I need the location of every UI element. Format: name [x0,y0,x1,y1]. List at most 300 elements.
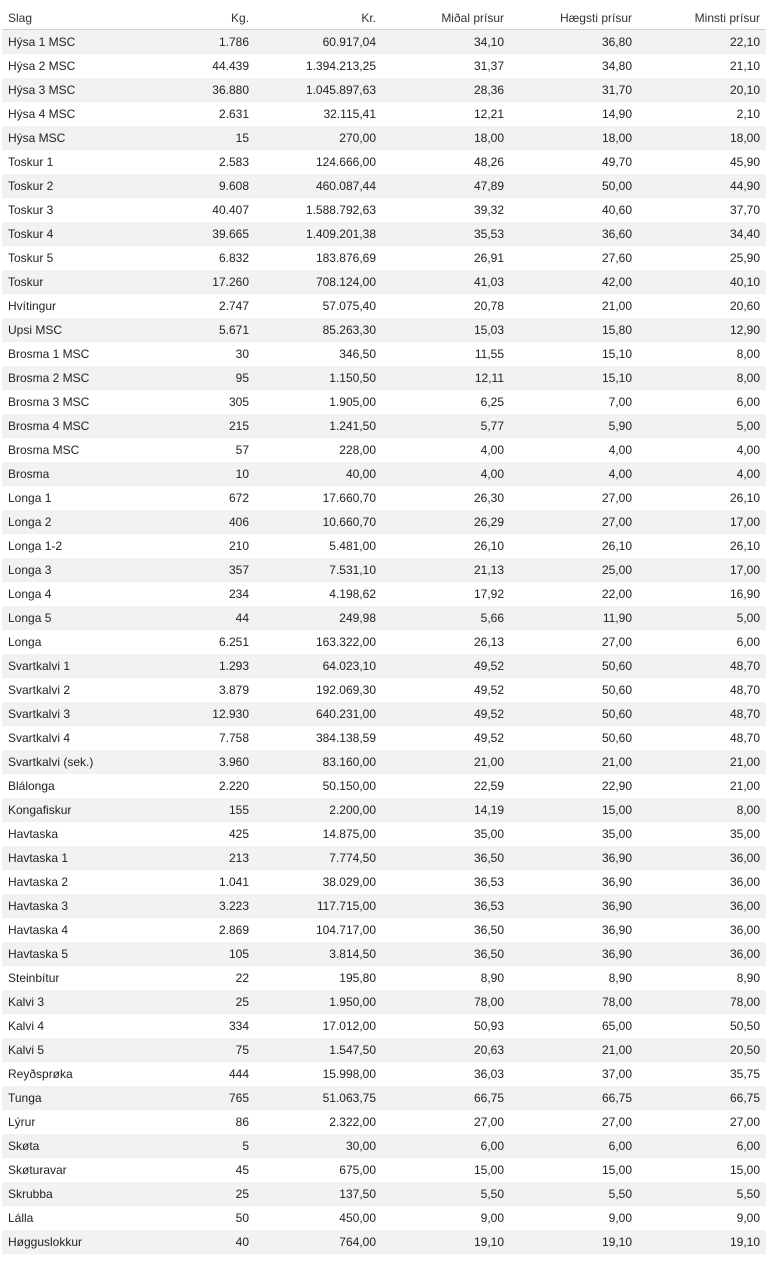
cell-average-price: 26,91 [473,251,504,265]
column-header-kg: Kg. [128,6,255,30]
cell-average-price: 66,75 [473,1091,504,1105]
cell-lowest-price: 8,00 [736,347,760,361]
table-row [2,678,766,702]
table-row [2,990,766,1014]
cell-kr: 7.774,50 [329,851,376,865]
table-row [2,198,766,222]
cell-kr: 1.547,50 [329,1043,376,1057]
cell-kg: 305 [228,395,249,409]
cell-species: Brosma MSC [8,443,80,457]
cell-average-price: 36,03 [473,1067,504,1081]
cell-lowest-price: 35,75 [729,1067,760,1081]
cell-highest-price: 15,80 [601,323,632,337]
cell-kg: 2.631 [218,107,249,121]
cell-lowest-price: 21,10 [729,59,760,73]
cell-kg: 672 [228,491,249,505]
table-row [2,510,766,534]
table-row [2,126,766,150]
cell-kr: 124.666,00 [315,155,376,169]
table-row [2,870,766,894]
cell-species: Hýsa MSC [8,131,66,145]
cell-species: Kalvi 4 [8,1019,45,1033]
table-row [2,102,766,126]
cell-species: Havtaska 5 [8,947,69,961]
cell-kg: 2.583 [218,155,249,169]
cell-average-price: 35,53 [473,227,504,241]
cell-lowest-price: 8,90 [736,971,760,985]
cell-highest-price: 50,60 [601,707,632,721]
cell-species: Longa 4 [8,587,52,601]
cell-average-price: 5,66 [480,611,504,625]
cell-lowest-price: 36,00 [729,851,760,865]
cell-average-price: 17,92 [473,587,504,601]
cell-kg: 6.832 [218,251,249,265]
cell-species: Svartkalvi 4 [8,731,71,745]
cell-highest-price: 18,00 [601,131,632,145]
cell-lowest-price: 35,00 [729,827,760,841]
cell-kg: 44 [235,611,249,625]
cell-species: Lálla [8,1211,34,1225]
cell-kr: 137,50 [339,1187,376,1201]
cell-lowest-price: 48,70 [729,683,760,697]
cell-lowest-price: 21,00 [729,779,760,793]
cell-highest-price: 21,00 [601,755,632,769]
cell-species: Toskur 3 [8,203,54,217]
cell-average-price: 49,52 [473,659,504,673]
cell-highest-price: 22,00 [601,587,632,601]
cell-average-price: 8,90 [480,971,504,985]
cell-kg: 425 [228,827,249,841]
cell-highest-price: 5,90 [608,419,632,433]
cell-species: Longa 5 [8,611,52,625]
cell-kr: 117.715,00 [316,899,376,913]
cell-lowest-price: 6,00 [736,635,760,649]
cell-lowest-price: 9,00 [736,1211,760,1225]
cell-lowest-price: 26,10 [729,491,760,505]
cell-average-price: 9,00 [480,1211,504,1225]
cell-highest-price: 31,70 [601,83,632,97]
column-header-average-price: Miðal prísur [382,6,510,30]
cell-kg: 357 [228,563,249,577]
table-row [2,582,766,606]
cell-highest-price: 15,00 [601,1163,632,1177]
cell-highest-price: 37,00 [601,1067,632,1081]
cell-average-price: 49,52 [473,707,504,721]
cell-species: Longa 3 [8,563,52,577]
cell-average-price: 4,00 [480,443,504,457]
cell-kr: 2.322,00 [329,1115,376,1129]
table-row [2,1014,766,1038]
cell-kr: 3.814,50 [329,947,376,961]
cell-kg: 2.747 [218,299,249,313]
cell-lowest-price: 27,00 [729,1115,760,1129]
cell-kr: 1.394.213,25 [305,59,376,73]
cell-species: Hýsa 1 MSC [8,35,76,49]
cell-average-price: 21,00 [473,755,504,769]
cell-average-price: 18,00 [473,131,504,145]
cell-highest-price: 27,00 [601,491,632,505]
table-row [2,1182,766,1206]
cell-kg: 444 [228,1067,249,1081]
cell-lowest-price: 8,00 [736,371,760,385]
cell-kr: 30,00 [345,1139,376,1153]
cell-highest-price: 36,80 [601,35,632,49]
cell-species: Hvítingur [8,299,57,313]
cell-lowest-price: 4,00 [736,467,760,481]
cell-kr: 228,00 [339,443,376,457]
table-row [2,438,766,462]
table-row [2,942,766,966]
cell-highest-price: 15,10 [601,371,632,385]
table-row [2,54,766,78]
table-row [2,270,766,294]
cell-lowest-price: 36,00 [729,947,760,961]
cell-species: Svartkalvi 1 [8,659,71,673]
cell-species: Hýsa 3 MSC [8,83,76,97]
cell-kg: 95 [235,371,249,385]
cell-species: Toskur 5 [8,251,54,265]
cell-average-price: 48,26 [473,155,504,169]
cell-kg: 57 [235,443,249,457]
cell-lowest-price: 20,50 [729,1043,760,1057]
cell-species: Høgguslokkur [8,1235,83,1249]
column-header-species: Slag [2,6,128,30]
cell-highest-price: 50,60 [601,659,632,673]
cell-lowest-price: 50,50 [729,1019,760,1033]
cell-kr: 1.409.201,38 [305,227,376,241]
cell-species: Blálonga [8,779,55,793]
cell-average-price: 4,00 [480,467,504,481]
cell-species: Svartkalvi 2 [8,683,71,697]
cell-lowest-price: 22,10 [729,35,760,49]
cell-species: Kalvi 3 [8,995,45,1009]
cell-kr: 183.876,69 [315,251,376,265]
table-row [2,294,766,318]
cell-kg: 44.439 [212,59,249,73]
table-row [2,150,766,174]
cell-kr: 4.198,62 [329,587,376,601]
cell-kr: 346,50 [339,347,376,361]
cell-highest-price: 65,00 [601,1019,632,1033]
header-row [2,6,766,30]
cell-lowest-price: 48,70 [729,731,760,745]
cell-lowest-price: 48,70 [729,659,760,673]
cell-average-price: 12,11 [474,371,504,385]
cell-lowest-price: 12,90 [729,323,760,337]
cell-highest-price: 8,90 [608,971,632,985]
cell-kr: 2.200,00 [329,803,376,817]
cell-lowest-price: 36,00 [729,899,760,913]
cell-average-price: 47,89 [473,179,504,193]
cell-kr: 1.905,00 [329,395,376,409]
cell-average-price: 41,03 [473,275,504,289]
cell-kr: 50.150,00 [322,779,376,793]
price-table [2,6,766,1254]
cell-kg: 17.260 [212,275,249,289]
cell-kg: 334 [228,1019,249,1033]
table-row [2,750,766,774]
cell-kr: 1.588.792,63 [305,203,376,217]
cell-kr: 450,00 [339,1211,376,1225]
cell-kr: 17.012,00 [322,1019,376,1033]
cell-species: Reyðsprøka [8,1067,73,1081]
cell-kg: 12.930 [212,707,249,721]
cell-average-price: 26,10 [473,539,504,553]
table-row [2,1134,766,1158]
cell-average-price: 34,10 [473,35,504,49]
cell-species: Longa [8,635,42,649]
cell-species: Toskur 1 [8,155,54,169]
cell-lowest-price: 40,10 [729,275,760,289]
cell-lowest-price: 19,10 [729,1235,760,1249]
cell-average-price: 36,50 [473,947,504,961]
cell-species: Steinbítur [8,971,60,985]
cell-kg: 30 [235,347,249,361]
cell-average-price: 5,77 [480,419,504,433]
cell-kg: 210 [228,539,249,553]
cell-species: Lýrur [8,1115,36,1129]
column-header-highest-price: Hægsti prísur [510,6,638,30]
table-row [2,606,766,630]
cell-average-price: 31,37 [473,59,504,73]
table-row [2,1110,766,1134]
cell-average-price: 50,93 [473,1019,504,1033]
cell-highest-price: 36,90 [601,851,632,865]
cell-highest-price: 15,00 [601,803,632,817]
table-row [2,222,766,246]
cell-highest-price: 35,00 [601,827,632,841]
cell-kg: 5.671 [218,323,249,337]
table-row [2,486,766,510]
table-row [2,894,766,918]
cell-highest-price: 50,00 [601,179,632,193]
table-row [2,1158,766,1182]
cell-average-price: 20,78 [473,299,504,313]
cell-kg: 155 [228,803,249,817]
cell-kg: 15 [235,131,249,145]
cell-lowest-price: 48,70 [729,707,760,721]
cell-average-price: 5,50 [480,1187,504,1201]
cell-kr: 163.322,00 [315,635,376,649]
table-row [2,1062,766,1086]
cell-highest-price: 11,90 [602,611,632,625]
cell-highest-price: 40,60 [601,203,632,217]
cell-lowest-price: 26,10 [729,539,760,553]
cell-highest-price: 36,90 [601,899,632,913]
table-row [2,30,766,55]
cell-kg: 6.251 [218,635,249,649]
cell-highest-price: 7,00 [608,395,632,409]
table-row [2,774,766,798]
cell-lowest-price: 17,00 [729,515,760,529]
cell-kg: 1.786 [218,35,249,49]
cell-kr: 1.045.897,63 [305,83,376,97]
table-row [2,78,766,102]
cell-kr: 249,98 [339,611,376,625]
cell-average-price: 36,50 [473,923,504,937]
table-row [2,390,766,414]
cell-highest-price: 22,90 [601,779,632,793]
cell-average-price: 49,52 [473,731,504,745]
cell-kg: 3.223 [218,899,249,913]
cell-kg: 22 [235,971,249,985]
cell-lowest-price: 66,75 [729,1091,760,1105]
cell-kr: 83.160,00 [322,755,376,769]
cell-species: Havtaska 3 [8,899,69,913]
cell-highest-price: 78,00 [601,995,632,1009]
table-row [2,1230,766,1254]
cell-species: Svartkalvi (sek.) [8,755,94,769]
cell-kr: 5.481,00 [329,539,376,553]
cell-kr: 384.138,59 [315,731,376,745]
cell-species: Skøta [8,1139,40,1153]
cell-kr: 40,00 [345,467,376,481]
cell-kr: 104.717,00 [315,923,376,937]
cell-kg: 1.041 [218,875,249,889]
cell-lowest-price: 44,90 [729,179,760,193]
table-row [2,1206,766,1230]
cell-lowest-price: 2,10 [736,107,760,121]
cell-kr: 15.998,00 [322,1067,376,1081]
cell-species: Toskur 2 [8,179,54,193]
cell-kr: 85.263,30 [322,323,376,337]
cell-highest-price: 66,75 [601,1091,632,1105]
cell-lowest-price: 5,00 [736,611,760,625]
cell-kg: 406 [228,515,249,529]
cell-highest-price: 27,00 [601,635,632,649]
cell-kg: 7.758 [218,731,249,745]
cell-species: Skøturavar [8,1163,67,1177]
cell-kg: 50 [235,1211,249,1225]
cell-lowest-price: 6,00 [736,1139,760,1153]
cell-average-price: 35,00 [473,827,504,841]
column-header-lowest-price: Minsti prísur [638,6,766,30]
cell-species: Brosma [8,467,50,481]
cell-highest-price: 9,00 [608,1211,632,1225]
cell-kr: 38.029,00 [322,875,376,889]
cell-kr: 708.124,00 [315,275,376,289]
cell-kg: 25 [235,1187,249,1201]
table-row [2,366,766,390]
cell-kg: 25 [235,995,249,1009]
cell-species: Toskur [8,275,44,289]
cell-kr: 640.231,00 [315,707,376,721]
cell-kr: 32.115,41 [323,107,376,121]
cell-kg: 10 [235,467,249,481]
cell-average-price: 78,00 [473,995,504,1009]
cell-highest-price: 26,10 [601,539,632,553]
cell-kg: 75 [235,1043,249,1057]
cell-average-price: 15,00 [473,1163,504,1177]
table-row [2,966,766,990]
cell-species: Hýsa 4 MSC [8,107,76,121]
table-row [2,558,766,582]
table-row [2,654,766,678]
cell-kg: 2.869 [218,923,249,937]
cell-highest-price: 36,60 [601,227,632,241]
cell-species: Toskur 4 [8,227,54,241]
cell-average-price: 36,53 [473,899,504,913]
cell-kr: 64.023,10 [322,659,376,673]
column-header-kr: Kr. [255,6,382,30]
cell-kr: 270,00 [339,131,376,145]
cell-lowest-price: 5,50 [736,1187,760,1201]
cell-species: Kalvi 5 [8,1043,45,1057]
cell-highest-price: 5,50 [608,1187,632,1201]
cell-kr: 460.087,44 [315,179,376,193]
cell-lowest-price: 37,70 [729,203,760,217]
table-row [2,798,766,822]
cell-kg: 86 [235,1115,249,1129]
cell-species: Brosma 4 MSC [8,419,90,433]
cell-kr: 7.531,10 [329,563,376,577]
cell-average-price: 22,59 [473,779,504,793]
cell-kg: 40.407 [212,203,249,217]
cell-highest-price: 14,90 [601,107,632,121]
cell-kr: 192.069,30 [315,683,376,697]
table-row [2,726,766,750]
table-row [2,534,766,558]
cell-species: Havtaska 1 [8,851,69,865]
table-row [2,462,766,486]
cell-kg: 39.665 [212,227,249,241]
cell-lowest-price: 8,00 [736,803,760,817]
cell-average-price: 6,00 [480,1139,504,1153]
table-row [2,246,766,270]
cell-species: Kongafiskur [8,803,72,817]
cell-highest-price: 25,00 [601,563,632,577]
cell-kg: 40 [235,1235,249,1249]
cell-species: Havtaska [8,827,59,841]
cell-lowest-price: 36,00 [729,923,760,937]
cell-highest-price: 49,70 [601,155,632,169]
cell-lowest-price: 15,00 [729,1163,760,1177]
cell-average-price: 11,55 [474,347,504,361]
cell-average-price: 12,21 [473,107,504,121]
cell-highest-price: 36,90 [601,875,632,889]
cell-highest-price: 21,00 [601,299,632,313]
cell-kr: 1.950,00 [329,995,376,1009]
cell-average-price: 49,52 [473,683,504,697]
cell-highest-price: 21,00 [601,1043,632,1057]
table-row [2,1038,766,1062]
cell-kr: 17.660,70 [322,491,376,505]
cell-average-price: 26,30 [473,491,504,505]
cell-kr: 764,00 [339,1235,376,1249]
cell-kg: 105 [228,947,249,961]
cell-kg: 765 [228,1091,249,1105]
table-row [2,630,766,654]
cell-kg: 3.960 [218,755,249,769]
cell-species: Havtaska 2 [8,875,69,889]
cell-lowest-price: 78,00 [729,995,760,1009]
cell-kr: 1.241,50 [329,419,376,433]
cell-average-price: 14,19 [473,803,504,817]
cell-kg: 1.293 [218,659,249,673]
cell-kg: 213 [228,851,249,865]
cell-lowest-price: 25,90 [729,251,760,265]
cell-highest-price: 27,60 [601,251,632,265]
cell-average-price: 26,13 [473,635,504,649]
cell-kg: 215 [228,419,249,433]
cell-kg: 45 [235,1163,249,1177]
cell-kr: 57.075,40 [322,299,376,313]
cell-species: Svartkalvi 3 [8,707,71,721]
cell-lowest-price: 18,00 [729,131,760,145]
cell-species: Brosma 1 MSC [8,347,90,361]
cell-highest-price: 36,90 [601,947,632,961]
cell-average-price: 39,32 [473,203,504,217]
